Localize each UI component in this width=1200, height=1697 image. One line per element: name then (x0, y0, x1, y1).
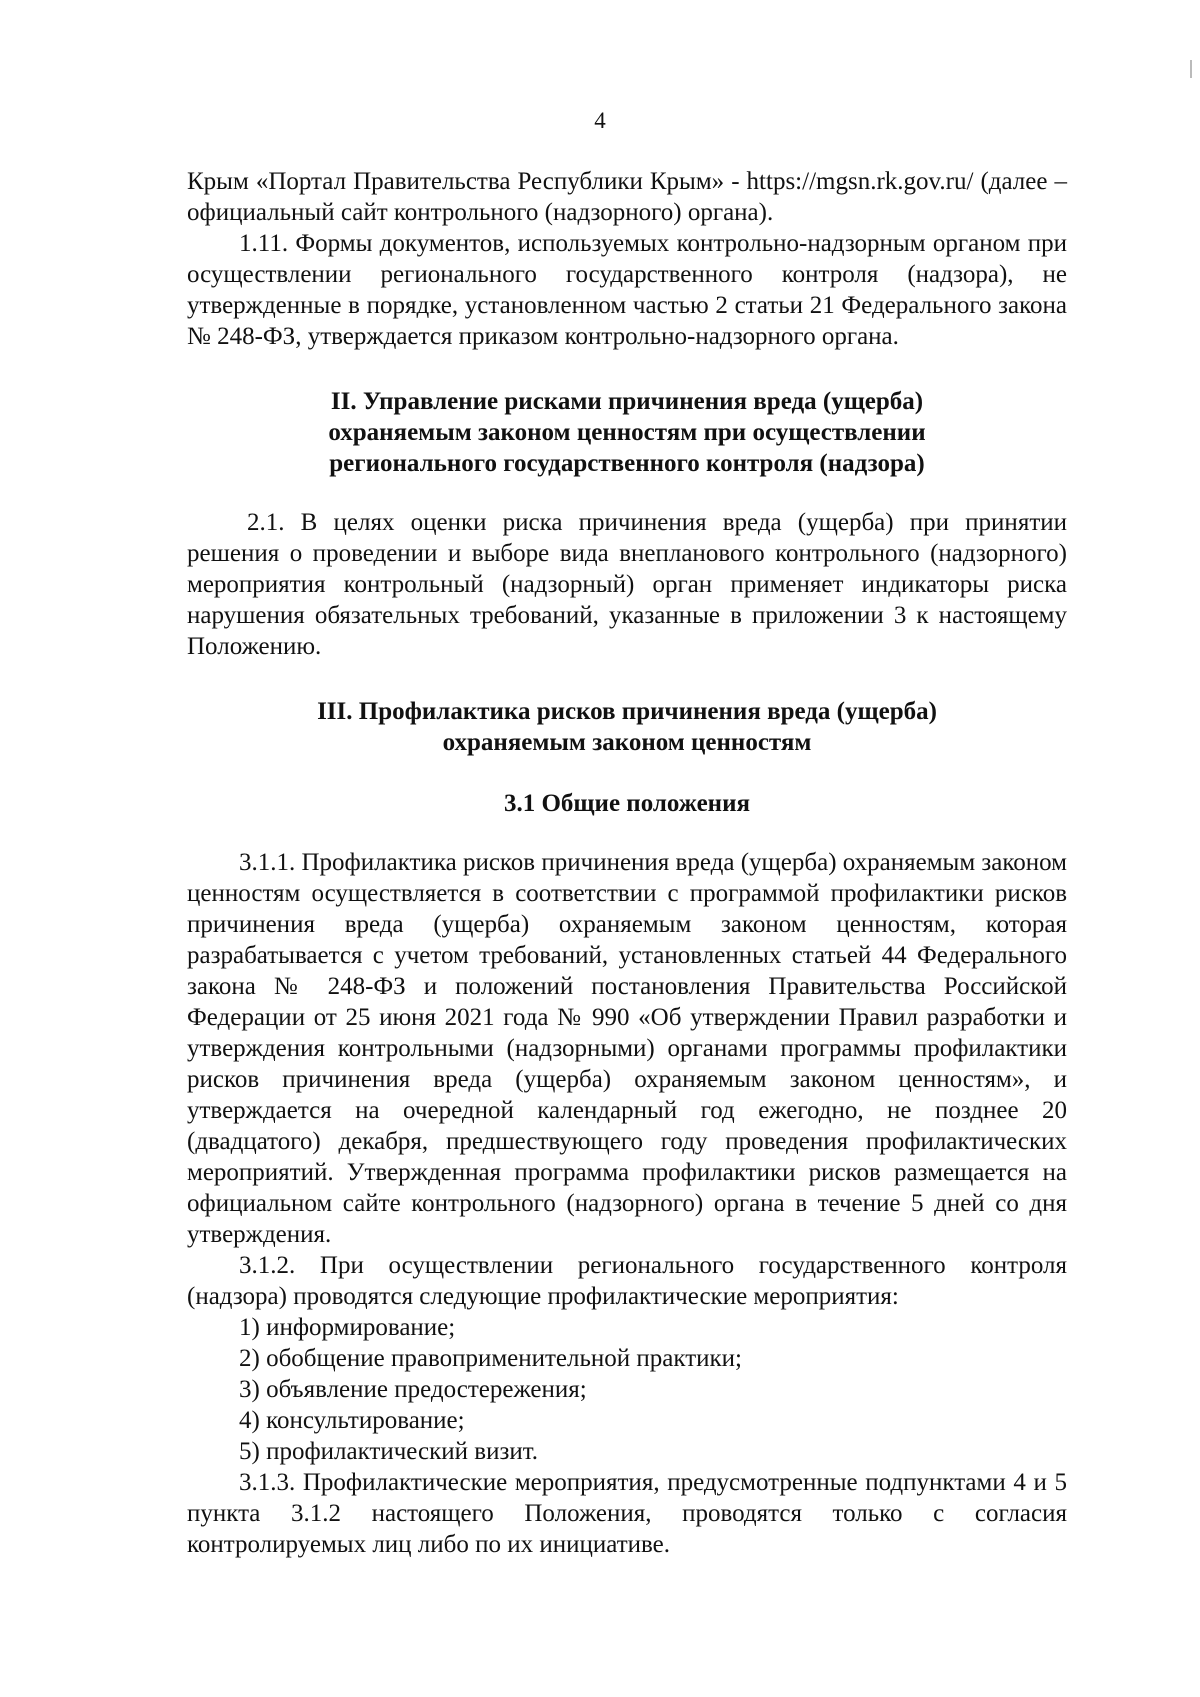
paragraph-3-1-3: 3.1.3. Профилактические мероприятия, предусмотренные подпунктами 4 и 5 пункта 3.1.2 настоящего Положения, проводятся только с согласия контролируемых лиц либо по их инициативе. (187, 1469, 1067, 1558)
measures-list (187, 1312, 1067, 1467)
section-2-title-line-3: регионального государственного контроля (надзора) (329, 450, 925, 477)
paragraph-2-1: 2.1. В целях оценки риска причинения вреда (ущерба) при принятии решения о проведении и выборе вида внепланового контрольного (надзорного) мероприятия контрольный (надзорный) орган применяет индикаторы риска нарушения обязательных требований, указанные в приложении 3 к настоящему Положению. (187, 509, 1067, 660)
paragraph-1-11: 1.11. Формы документов, используемых контрольно-надзорным органом при осуществлении регионального государственного контроля (надзора), не утвержденные в порядке, установленном частью 2 статьи 21 Федерального закона № 248-ФЗ, утверждается приказом контрольно-надзорного органа. (187, 230, 1067, 350)
scan-artifact (1190, 60, 1192, 78)
intro-paragraph-1: Крым «Портал Правительства Республики Крым» - https://mgsn.rk.gov.ru/ (далее – официальный сайт контрольного (надзорного) органа). (187, 168, 1067, 226)
list-item: 3) объявление предостережения; (239, 1376, 587, 1403)
section-3-title-line-1: III. Профилактика рисков причинения вреда (ущерба) (317, 698, 937, 725)
section-2-heading (187, 386, 1067, 479)
document-body (187, 166, 1067, 1560)
section-3-heading (187, 696, 1067, 758)
section-3-title-line-2: охраняемым законом ценностям (442, 729, 812, 756)
list-item: 4) консультирование; (239, 1407, 465, 1434)
list-item: 1) информирование; (239, 1314, 456, 1341)
paragraph-3-1-2: 3.1.2. При осуществлении регионального государственного контроля (надзора) проводятся следующие профилактические мероприятия: (187, 1252, 1067, 1310)
subsection-3-1-title: 3.1 Общие положения (503, 790, 750, 817)
page-number: 4 (594, 108, 606, 133)
section-2-title-line-1: II. Управление рисками причинения вреда (ущерба) (330, 388, 924, 415)
list-item: 5) профилактический визит. (239, 1438, 538, 1465)
section-2-title-line-2: охраняемым законом ценностям при осуществлении (328, 419, 926, 446)
paragraph-3-1-1: 3.1.1. Профилактика рисков причинения вреда (ущерба) охраняемым законом ценностям осуществляется в соответствии с программой профилактики рисков причинения вреда (ущерба) охраняемым законом ценностям, которая разрабатывается с учетом требований, установленных статьей 44 Федерального закона № 248-ФЗ и положений постановления Правительства Российской Федерации от 25 июня 2021 года № 990 «Об утверждении Правил разработки и утверждения контрольными (надзорными) органами программы профилактики рисков причинения вреда (ущерба) охраняемым законом ценностям», и утверждается на очередной календарный год ежегодно, не позднее 20 (двадцатого) декабря, предшествующего году проведения профилактических мероприятий. Утвержденная программа профилактики рисков размещается на официальном сайте контрольного (надзорного) органа в течение 5 дней со дня утверждения. (187, 849, 1067, 1248)
list-item: 2) обобщение правоприменительной практики; (239, 1345, 742, 1372)
